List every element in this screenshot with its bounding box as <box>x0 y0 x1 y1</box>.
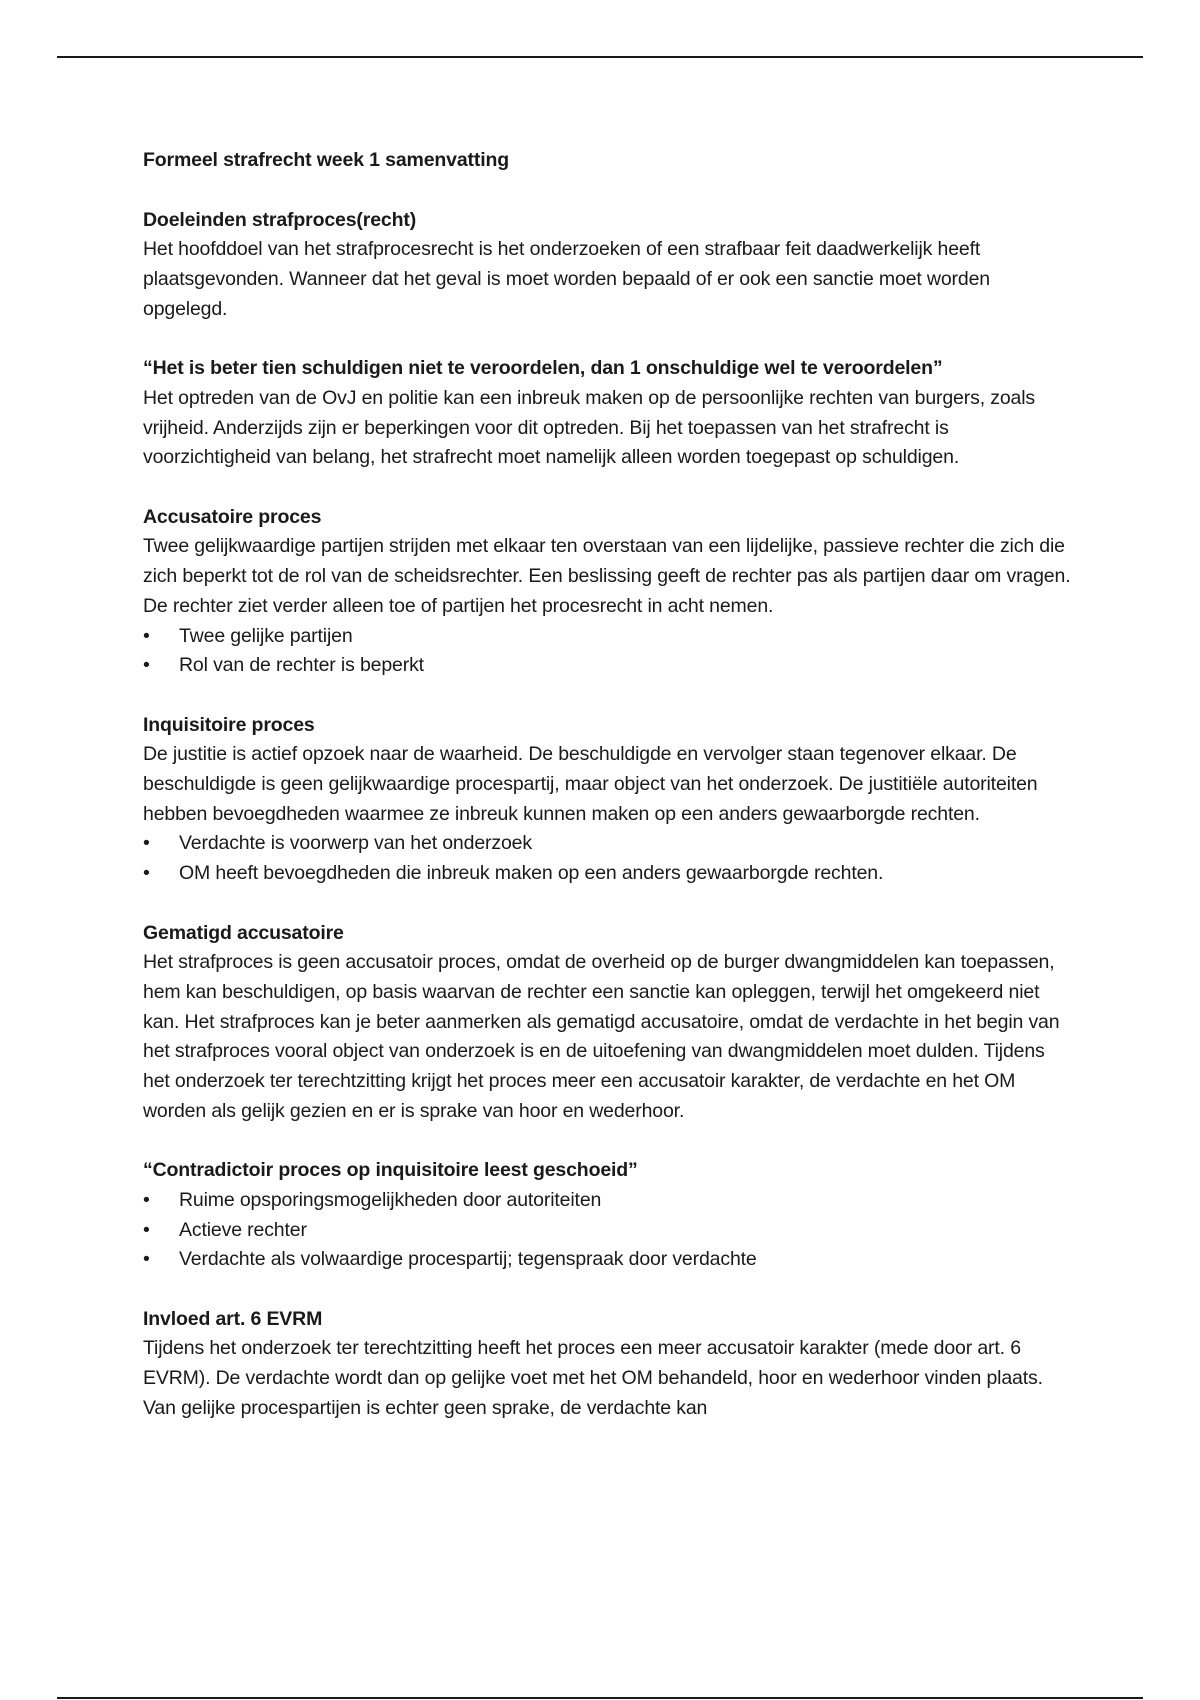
header-rule <box>57 56 1143 58</box>
section-paragraph: Het hoofddoel van het strafprocesrecht is het onderzoeken of een strafbaar feit daadwerkelijk heeft plaatsgevonden. Wanneer dat het geval is moet worden bepaald of er ook een sanctie moet worden opgelegd. <box>143 238 990 320</box>
bullet-item: • Verdachte is voorwerp van het onderzoek <box>143 829 1073 859</box>
footer-rule <box>57 1697 1143 1699</box>
section-heading: Invloed art. 6 EVRM <box>143 1307 323 1330</box>
bullet-list <box>143 829 1073 888</box>
section-paragraph: De justitie is actief opzoek naar de waarheid. De beschuldigde en vervolger staan tegenover elkaar. De beschuldigde is geen gelijkwaardige procespartij, maar object van het onderzoek. De justitiële autoriteiten hebben bevoegdheden waarmee ze inbreuk kunnen maken op een anders gewaarborgde rechten. <box>143 743 1038 825</box>
section-accusatoire <box>143 503 1073 681</box>
section-gematigd-accusatoire <box>143 919 1073 1127</box>
section-heading: Doeleinden strafproces(recht) <box>143 208 417 231</box>
section-quote-schuldigen <box>143 354 1073 473</box>
bullet-list <box>143 622 1073 681</box>
section-invloed-evrm <box>143 1305 1073 1424</box>
section-heading: Inquisitoire proces <box>143 713 315 736</box>
section-paragraph: Tijdens het onderzoek ter terechtzitting heeft het proces een meer accusatoir karakter (mede door art. 6 EVRM). De verdachte wordt dan op gelijke voet met het OM behandeld, hoor en wederhoor vinden plaats. Van gelijke procespartijen is echter geen sprake, de verdachte kan <box>143 1337 1043 1419</box>
bullet-item: • Ruime opsporingsmogelijkheden door autoriteiten <box>143 1186 1073 1216</box>
section-inquisitoire <box>143 711 1073 889</box>
document-title: Formeel strafrecht week 1 samenvatting <box>143 149 510 171</box>
section-heading: “Het is beter tien schuldigen niet te veroordelen, dan 1 onschuldige wel te veroordelen” <box>143 357 943 380</box>
section-paragraph: Het strafproces is geen accusatoir proces, omdat de overheid op de burger dwangmiddelen kan toepassen, hem kan beschuldigen, op basis waarvan de rechter een sanctie kan opleggen, terwijl het omgekeerd niet kan. Het strafproces kan je beter aanmerken als gematigd accusatoire, omdat de verdachte in het begin van het strafproces vooral object van onderzoek is en de uitoefening van dwangmiddelen moet dulden. Tijdens het onderzoek ter terechtzitting krijgt het proces meer een accusatoir karakter, de verdachte en het OM worden als gelijk gezien en er is sprake van hoor en wederhoor. <box>143 951 1060 1122</box>
document-body <box>143 146 1073 1453</box>
bullet-item: • Twee gelijke partijen <box>143 622 1073 652</box>
bullet-item: • OM heeft bevoegdheden die inbreuk maken op een anders gewaarborgde rechten. <box>143 859 1073 889</box>
section-heading: Gematigd accusatoire <box>143 921 344 944</box>
section-doeleinden <box>143 206 1073 325</box>
section-heading: “Contradictoir proces op inquisitoire leest geschoeid” <box>143 1159 638 1182</box>
bullet-list <box>143 1186 1073 1275</box>
bullet-item: • Actieve rechter <box>143 1216 1073 1246</box>
bullet-item: • Verdachte als volwaardige procespartij; tegenspraak door verdachte <box>143 1245 1073 1275</box>
section-contradictoir <box>143 1156 1073 1275</box>
section-heading: Accusatoire proces <box>143 505 322 528</box>
bullet-item: • Rol van de rechter is beperkt <box>143 651 1073 681</box>
section-paragraph: Het optreden van de OvJ en politie kan een inbreuk maken op de persoonlijke rechten van burgers, zoals vrijheid. Anderzijds zijn er beperkingen voor dit optreden. Bij het toepassen van het strafrecht is voorzichtigheid van belang, het strafrecht moet namelijk alleen worden toegepast op schuldigen. <box>143 386 1036 469</box>
section-paragraph: Twee gelijkwaardige partijen strijden met elkaar ten overstaan van een lijdelijke, passieve rechter die zich die zich beperkt tot de rol van de scheidsrechter. Een beslissing geeft de rechter pas als partijen daar om vragen. De rechter ziet verder alleen toe of partijen het procesrecht in acht nemen. <box>143 535 1071 617</box>
